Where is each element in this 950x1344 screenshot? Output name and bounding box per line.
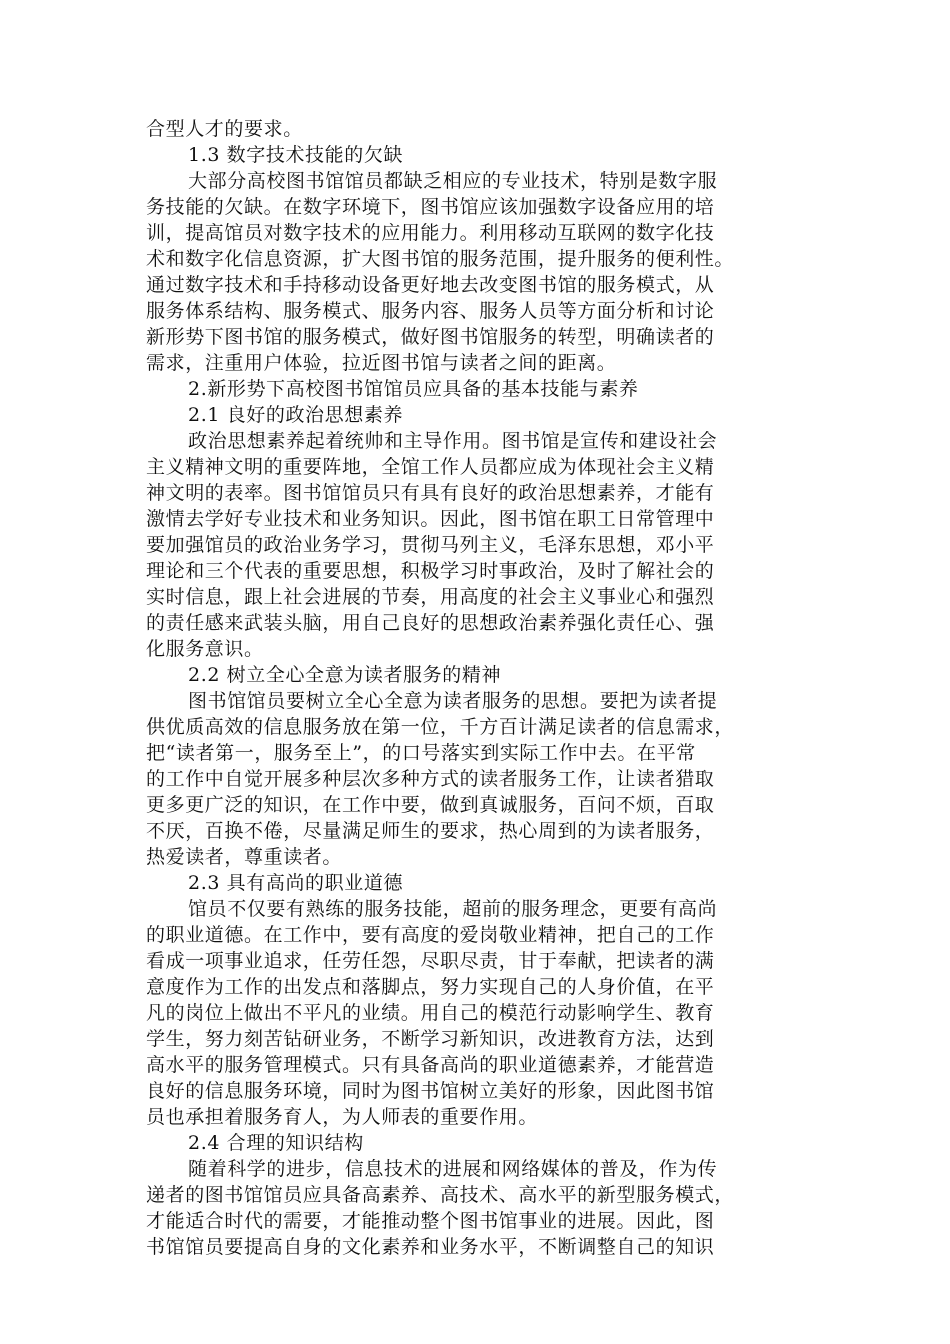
text-line: 随着科学的进步，信息技术的进展和网络媒体的普及，作为传 <box>188 1158 718 1180</box>
text-line: 1.3 数字技术技能的欠缺 <box>188 144 404 166</box>
text-line: 供优质高效的信息服务放在第一位，千方百计满足读者的信息需求， <box>146 716 735 738</box>
text-line: 通过数字技术和手持移动设备更好地去改变图书馆的服务模式，从 <box>146 274 715 296</box>
text-line: 2.3 具有高尚的职业道德 <box>188 872 404 894</box>
text-line: 政治思想素养起着统帅和主导作用。图书馆是宣传和建设社会 <box>188 430 718 452</box>
text-line: 书馆馆员要提高自身的文化素养和业务水平，不断调整自己的知识 <box>146 1236 715 1258</box>
text-line: 更多更广泛的知识，在工作中要，做到真诚服务，百问不烦，百取 <box>146 794 715 816</box>
text-line: 递者的图书馆馆员应具备高素养、高技术、高水平的新型服务模式， <box>146 1184 735 1206</box>
text-line: 2.1 良好的政治思想素养 <box>188 404 404 426</box>
text-line: 良好的信息服务环境，同时为图书馆树立美好的形象，因此图书馆 <box>146 1080 715 1102</box>
text-line: 2.新形势下高校图书馆馆员应具备的基本技能与素养 <box>188 378 639 400</box>
text-line: 2.2 树立全心全意为读者服务的精神 <box>188 664 502 686</box>
document-body <box>146 116 806 1260</box>
text-line: 实时信息，跟上社会进展的节奏，用高度的社会主义事业心和强烈 <box>146 586 715 608</box>
text-line: 新形势下图书馆的服务模式，做好图书馆服务的转型，明确读者的 <box>146 326 715 348</box>
text-line: 术和数字化信息资源，扩大图书馆的服务范围，提升服务的便利性。 <box>146 248 735 270</box>
text-line: 主义精神文明的重要阵地，全馆工作人员都应成为体现社会主义精 <box>146 456 715 478</box>
text-line: 不厌，百换不倦，尽量满足师生的要求，热心周到的为读者服务， <box>146 820 715 842</box>
text-line: 才能适合时代的需要，才能推动整个图书馆事业的进展。因此，图 <box>146 1210 715 1232</box>
text-line: 图书馆馆员要树立全心全意为读者服务的思想。要把为读者提 <box>188 690 718 712</box>
text-line: 的职业道德。在工作中，要有高度的爱岗敬业精神，把自己的工作 <box>146 924 715 946</box>
text-line: 凡的岗位上做出不平凡的业绩。用自己的模范行动影响学生、教育 <box>146 1002 715 1024</box>
text-line: 热爱读者，尊重读者。 <box>146 846 343 868</box>
text-line: 高水平的服务管理模式。只有具备高尚的职业道德素养，才能营造 <box>146 1054 715 1076</box>
text-line: 的责任感来武装头脑，用自己良好的思想政治素养强化责任心、强 <box>146 612 715 634</box>
text-line: 的工作中自觉开展多种层次多种方式的读者服务工作，让读者猎取 <box>146 768 715 790</box>
text-line: 理论和三个代表的重要思想，积极学习时事政治，及时了解社会的 <box>146 560 715 582</box>
text-line: 合型人才的要求。 <box>146 118 303 140</box>
text-line: 化服务意识。 <box>146 638 264 660</box>
text-line: 要加强馆员的政治业务学习，贯彻马列主义，毛泽东思想，邓小平 <box>146 534 715 556</box>
text-line: 训，提高馆员对数字技术的应用能力。利用移动互联网的数字化技 <box>146 222 715 244</box>
text-line: 看成一项事业追求，任劳任怨，尽职尽责，甘于奉献，把读者的满 <box>146 950 715 972</box>
text-line: 员也承担着服务育人，为人师表的重要作用。 <box>146 1106 539 1128</box>
text-line: 2.4 合理的知识结构 <box>188 1132 364 1154</box>
text-line: 把“读者第一，服务至上”，的口号落实到实际工作中去。在平常 <box>146 742 696 764</box>
text-line: 大部分高校图书馆馆员都缺乏相应的专业技术，特别是数字服 <box>188 170 718 192</box>
text-line: 神文明的表率。图书馆馆员只有具有良好的政治思想素养，才能有 <box>146 482 715 504</box>
text-line: 服务体系结构、服务模式、服务内容、服务人员等方面分析和讨论 <box>146 300 715 322</box>
text-line: 务技能的欠缺。在数字环境下，图书馆应该加强数字设备应用的培 <box>146 196 715 218</box>
text-line: 意度作为工作的出发点和落脚点，努力实现自己的人身价值，在平 <box>146 976 715 998</box>
text-line: 学生，努力刻苦钻研业务，不断学习新知识，改进教育方法，达到 <box>146 1028 715 1050</box>
text-line: 激情去学好专业技术和业务知识。因此，图书馆在职工日常管理中 <box>146 508 715 530</box>
text-line: 需求，注重用户体验，拉近图书馆与读者之间的距离。 <box>146 352 617 374</box>
text-line: 馆员不仅要有熟练的服务技能，超前的服务理念，更要有高尚 <box>188 898 718 920</box>
